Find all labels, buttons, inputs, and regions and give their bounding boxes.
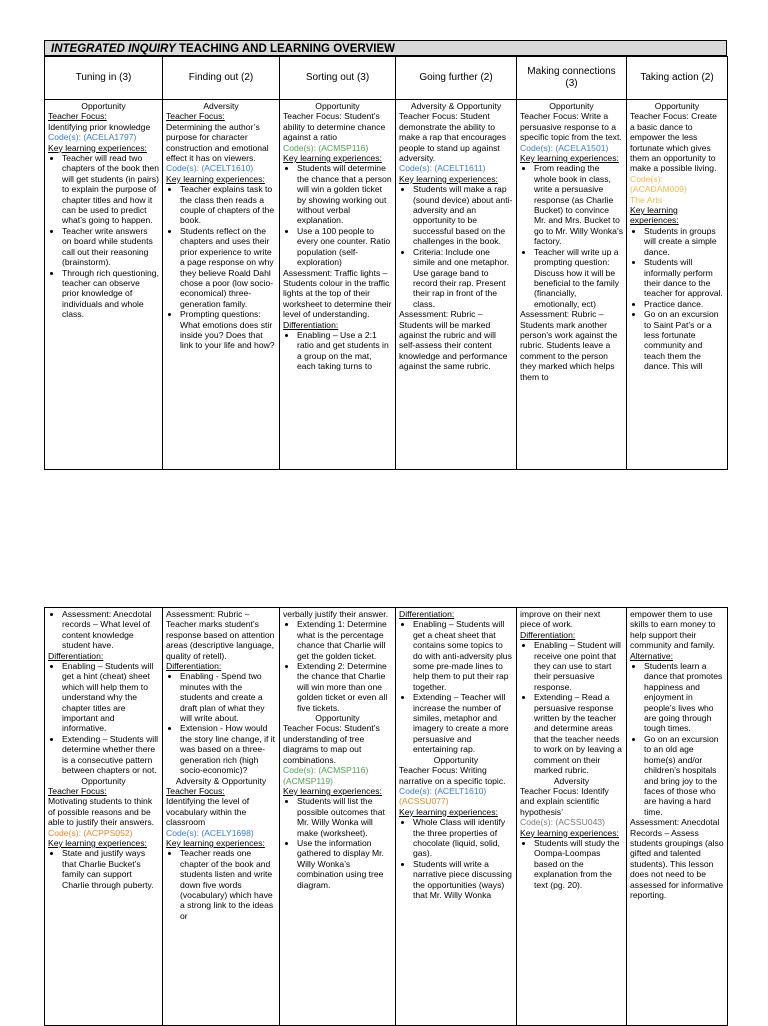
paragraph: Identifying prior knowledge bbox=[48, 121, 151, 132]
paragraph: Assessment: Rubric – Students mark another person’s work against the rubric. Students leave a comment to the person they marked which helps them to bbox=[520, 309, 618, 382]
curriculum-code: Code(s): bbox=[630, 173, 663, 184]
subheading: Opportunity bbox=[433, 754, 479, 765]
bullet-item: • Students will write a narrative piece discussing the opportunities (ways) that Mr. Willy Wonka bbox=[413, 859, 513, 901]
curriculum-code: Code(s): (ACELT1611) bbox=[399, 163, 486, 174]
bullet-item: • Teacher write answers on board while students call out their reasoning (brainstorm). bbox=[62, 226, 159, 268]
section-label: Key learning experiences: bbox=[166, 173, 265, 184]
bullet-list bbox=[283, 619, 392, 713]
bullet-item: • Enabling – Students will get a cheat sheet that contains some topics to do with anti-adversity plus some pre-made lines to help them to put their rap together. bbox=[413, 619, 513, 692]
curriculum-code: (ACMSP119) bbox=[283, 775, 333, 786]
bullet-item: • Use a 100 people to every one counter. Ratio population (self- exploration) bbox=[297, 226, 392, 268]
paragraph: Motivating students to think of possible reasons and be able to justify their answers. bbox=[48, 796, 155, 828]
section-label: Differentiation: bbox=[283, 319, 339, 330]
curriculum-code: Code(s): (ACPPS052) bbox=[48, 827, 133, 838]
curriculum-code: Code(s): (ACELT1610) bbox=[399, 785, 487, 796]
section-label: Teacher Focus: bbox=[48, 111, 107, 122]
bullet-list bbox=[520, 838, 623, 890]
subheading: Opportunity bbox=[315, 101, 360, 111]
bullet-list bbox=[48, 153, 159, 320]
curriculum-code: Code(s): (ACMSP116) bbox=[283, 142, 369, 153]
bullet-item: • Go on an excursion to an old age home(s) and/or children’s hospitals and bring joy to the faces of those who are having a hard time. bbox=[644, 734, 724, 817]
paragraph: Identifying the level of vocabulary within the classroom bbox=[166, 796, 250, 828]
bullet-item: • Go on an excursion to Saint Pat’s or a less fortunate community and teach them the dance. This will bbox=[644, 309, 724, 371]
bullet-item: • State and justify ways that Charlie Bucket’s family can support Charlie through puberty. bbox=[62, 848, 159, 890]
section-label: Key learning experiences: bbox=[520, 827, 619, 838]
header-row bbox=[45, 57, 728, 100]
bullet-list bbox=[283, 163, 392, 267]
bullet-item: • Teacher explains task to the class then reads a couple of chapters of the book. bbox=[180, 184, 276, 226]
header-making-connections: Making connections (3) bbox=[517, 57, 627, 100]
bullet-item: • Students will study the Oompa-Loompas based on the explanation from the text (pg. 20). bbox=[534, 838, 623, 890]
section-label: Differentiation: bbox=[399, 609, 455, 619]
bullet-item: • Use the information gathered to display Mr. Willy Wonka’s combination using tree diagram. bbox=[297, 838, 392, 890]
bullet-item: • From reading the whole book in class, write a persuasive response (as Charlie Bucket) to convince Mr. and Mrs. Bucket to go to Mr. Willy Wonka’s factory. bbox=[534, 163, 623, 246]
curriculum-code: Code(s): (ACSSU043) bbox=[520, 817, 606, 828]
curriculum-code: (ACSSU077) bbox=[399, 796, 449, 807]
paragraph: verbally justify their answer. bbox=[283, 609, 389, 619]
header-sorting-out: Sorting out (3) bbox=[280, 57, 396, 100]
header-tuning-in: Tuning in (3) bbox=[45, 57, 163, 100]
cell-making-connections bbox=[517, 100, 627, 470]
bullet-item: • Extending – Teacher will increase the number of similes, metaphor and imagery to create a more persuasive and entertaining rap. bbox=[413, 692, 513, 754]
bullet-item: • Extending 2: Determine the chance that Charlie will win more than one golden ticket or even all five tickets. bbox=[297, 661, 392, 713]
bullet-list bbox=[520, 640, 623, 775]
bullet-list bbox=[166, 848, 276, 921]
paragraph: Assessment: Anecdotal Records – Assess students groupings (also gifted and talented students). This lesson does not need to be assessed for informative reporting. bbox=[630, 817, 724, 900]
curriculum-code: Code(s): (ACMSP116) bbox=[283, 765, 369, 776]
bullet-item: • Students will informally perform their dance to the teacher for approval. bbox=[644, 257, 724, 299]
bullet-item: • Students will list the possible outcomes that Mr. Willy Wonka will make (worksheet). bbox=[297, 796, 392, 838]
cell-sorting-out bbox=[280, 608, 396, 1026]
paragraph: Teacher Focus: Student’s ability to determine chance against a ratio bbox=[283, 111, 386, 143]
bullet-item: • Prompting questions: What emotions does stir inside you? Does that link to your life and how? bbox=[180, 309, 276, 351]
paragraph: Assessment: Rubric – Teacher marks student’s response based on attention areas (descriptive language, quality of retell). bbox=[166, 609, 275, 661]
bullet-item: • Through rich questioning, teacher can observe prior knowledge of individuals and whole class. bbox=[62, 268, 159, 320]
section-label: Key learning experiences: bbox=[48, 142, 147, 153]
section-label: Teacher Focus: bbox=[166, 785, 225, 796]
bullet-item: • Extending – Read a persuasive response written by the teacher and determine areas that the teacher needs to work on by leaving a comment on their marked rubric. bbox=[534, 692, 623, 775]
overview-page-2 bbox=[44, 607, 727, 1026]
overview-page-1 bbox=[44, 40, 727, 470]
header-finding-out: Finding out (2) bbox=[163, 57, 280, 100]
bullet-item: • Assessment: Anecdotal records – What level of content knowledge student have. bbox=[62, 609, 159, 651]
subheading: Opportunity bbox=[315, 713, 360, 724]
cell-making-connections bbox=[517, 608, 627, 1026]
subheading: Opportunity bbox=[654, 101, 700, 111]
cell-sorting-out bbox=[280, 100, 396, 470]
cell-tuning-in bbox=[45, 608, 163, 1026]
section-label: Key learning experiences: bbox=[48, 837, 147, 848]
subheading: Opportunity bbox=[81, 101, 126, 111]
curriculum-code: Code(s): (ACELA1501) bbox=[520, 142, 609, 153]
bullet-item: • Students reflect on the chapters and uses their prior experience to write a page response on why they believe Roald Dahl chose a poor (low socio-economical) three-generation family. bbox=[180, 226, 276, 309]
bullet-item: • Teacher reads one chapter of the book and students listen and write down five words (vocabulary) which have a strong link to the ideas or bbox=[180, 848, 276, 921]
bullet-item: • Criteria: Include one simile and one metaphor. Use garage band to record their rap. Present their rap in front of the class. bbox=[413, 247, 513, 309]
overview-table-2 bbox=[44, 607, 728, 1026]
bullet-list bbox=[520, 163, 623, 309]
section-label: Key learning experiences: bbox=[166, 837, 265, 848]
bullet-item: • Enabling – Student will receive one point that they can use to start their persuasive response. bbox=[534, 640, 623, 692]
content-row bbox=[45, 608, 728, 1026]
subheading: Opportunity bbox=[81, 775, 126, 786]
cell-finding-out bbox=[163, 100, 280, 470]
bullet-item: • Extending 1: Determine what is the percentage chance that Charlie will get the golden ticket. bbox=[297, 619, 392, 661]
section-label: Key learning experiences: bbox=[283, 153, 382, 164]
bullet-list bbox=[630, 661, 724, 817]
section-label: Teacher Focus: bbox=[166, 111, 225, 122]
paragraph: Teacher Focus: Student demonstrate the ability to make a rap that encourages people to stand up against adversity. bbox=[399, 111, 507, 164]
section-label: Key learning experiences: bbox=[399, 173, 498, 184]
bullet-list bbox=[399, 184, 513, 309]
subheading: Adversity bbox=[203, 101, 239, 111]
section-label: Differentiation: bbox=[48, 650, 104, 661]
header-taking-action: Taking action (2) bbox=[627, 57, 728, 100]
curriculum-code: Code(s): (ACELT1610) bbox=[166, 163, 254, 174]
bullet-item: • Students will determine the chance that a person will win a golden ticket by showing working out without verbal explanation. bbox=[297, 163, 392, 225]
paragraph: Teacher Focus: Student’s understanding of tree diagrams to map out combinations. bbox=[283, 723, 380, 765]
bullet-list bbox=[48, 609, 159, 651]
cell-going-further bbox=[396, 608, 517, 1026]
subheading: Adversity & Opportunity bbox=[175, 775, 267, 786]
bullet-list bbox=[48, 661, 159, 775]
bullet-item: • Enabling - Spend two minutes with the students and create a draft plan of what they will write about. bbox=[180, 671, 276, 723]
content-row bbox=[45, 100, 728, 470]
bullet-item: • Enabling – Use a 2:1 ratio and get students in a group on the mat, each taking turns to bbox=[297, 330, 392, 372]
title-rest: TEACHING AND LEARNING OVERVIEW bbox=[175, 43, 395, 55]
bullet-item: • Extending – Students will determine whether there is a consecutive pattern between chapters or not. bbox=[62, 734, 159, 776]
cell-finding-out bbox=[163, 608, 280, 1026]
paragraph: Teacher Focus: Writing narrative on a specific topic. bbox=[399, 765, 506, 786]
section-label: Differentiation: bbox=[166, 661, 222, 672]
paragraph: Assessment: Traffic lights – Students colour in the traffic lights at the top of their worksheet to determine their level of understanding. bbox=[283, 267, 392, 320]
bullet-list bbox=[166, 184, 276, 351]
bullet-item: • Extension - How would the story line change, if it was based on a three-generation rich (high socio-economic)? bbox=[180, 723, 276, 775]
bullet-item: • Students will make a rap (sound device) about anti-adversity and an opportunity to be successful based on the challenges in the book. bbox=[413, 184, 513, 246]
paragraph: improve on their next piece of work. bbox=[520, 609, 601, 630]
subheading: Adversity bbox=[553, 775, 590, 786]
bullet-list bbox=[166, 671, 276, 775]
paragraph: Teacher Focus: Write a persuasive response to a specific topic from the text. bbox=[520, 111, 622, 143]
bullet-list bbox=[630, 226, 724, 372]
paragraph: empower them to use skills to earn money to help support their community and family. bbox=[630, 609, 716, 651]
bullet-item: • Teacher will write up a prompting question: Discuss how it will be beneficial to the family (financially, emotionally, ect) bbox=[534, 247, 623, 309]
cell-tuning-in bbox=[45, 100, 163, 470]
bullet-list bbox=[283, 796, 392, 890]
paragraph: Teacher Focus: Create a basic dance to empower the less fortunate which gives them an opportunity to make a possible living. bbox=[630, 111, 717, 174]
bullet-item: • Enabling – Students will get a hint (cheat) sheet which will help them to understand why the chapter titles are important and informative. bbox=[62, 661, 159, 734]
bullet-list bbox=[48, 848, 159, 890]
cell-taking-action bbox=[627, 100, 728, 470]
paragraph: Teacher Focus: Identify and explain scientific hypothesis’ bbox=[520, 785, 609, 817]
cell-going-further bbox=[396, 100, 517, 470]
bullet-item: • Students in groups will create a simple dance. bbox=[644, 226, 724, 257]
header-going-further: Going further (2) bbox=[396, 57, 517, 100]
overview-title bbox=[44, 40, 727, 56]
bullet-item: • Teacher will read two chapters of the book then will get students (in pairs) to explain the purpose of chapter titles and how it can be used to predict what’s going to happen. bbox=[62, 153, 159, 226]
section-label: Teacher Focus: bbox=[48, 785, 107, 796]
section-label: Key learning experiences: bbox=[630, 205, 679, 226]
title-italic: INTEGRATED INQUIRY bbox=[51, 43, 176, 55]
subheading: Adversity & Opportunity bbox=[410, 101, 502, 111]
subheading: Opportunity bbox=[549, 101, 594, 111]
curriculum-code: The Arts bbox=[630, 194, 662, 205]
cell-taking-action bbox=[627, 608, 728, 1026]
bullet-list bbox=[399, 619, 513, 754]
bullet-item: • Practice dance. bbox=[644, 299, 724, 309]
section-label: Key learning experiences: bbox=[520, 153, 619, 164]
section-label: Key learning experiences: bbox=[283, 785, 382, 796]
paragraph: Determining the author’s purpose for character construction and emotional effect it has on viewers. bbox=[166, 121, 269, 164]
section-label: Alternative: bbox=[630, 650, 673, 661]
paragraph: Assessment: Rubric – Students will be marked against the rubric and will self-assess their content knowledge and performance against the same rubric. bbox=[399, 309, 508, 372]
curriculum-code: (ACADAM009) bbox=[630, 184, 687, 195]
section-label: Differentiation: bbox=[520, 629, 576, 640]
overview-table-1 bbox=[44, 56, 728, 470]
curriculum-code: Code(s): (ACELA1797) bbox=[48, 132, 137, 143]
bullet-item: • Whole Class will identify the three properties of chocolate (liquid, solid, gas). bbox=[413, 817, 513, 859]
curriculum-code: Code(s): (ACELY1698) bbox=[166, 827, 254, 838]
section-label: Key learning experiences: bbox=[399, 806, 498, 817]
bullet-list bbox=[283, 330, 392, 372]
bullet-item: • Students learn a dance that promotes happiness and enjoyment in people’s lives who are going through tough times. bbox=[644, 661, 724, 734]
bullet-list bbox=[399, 817, 513, 900]
